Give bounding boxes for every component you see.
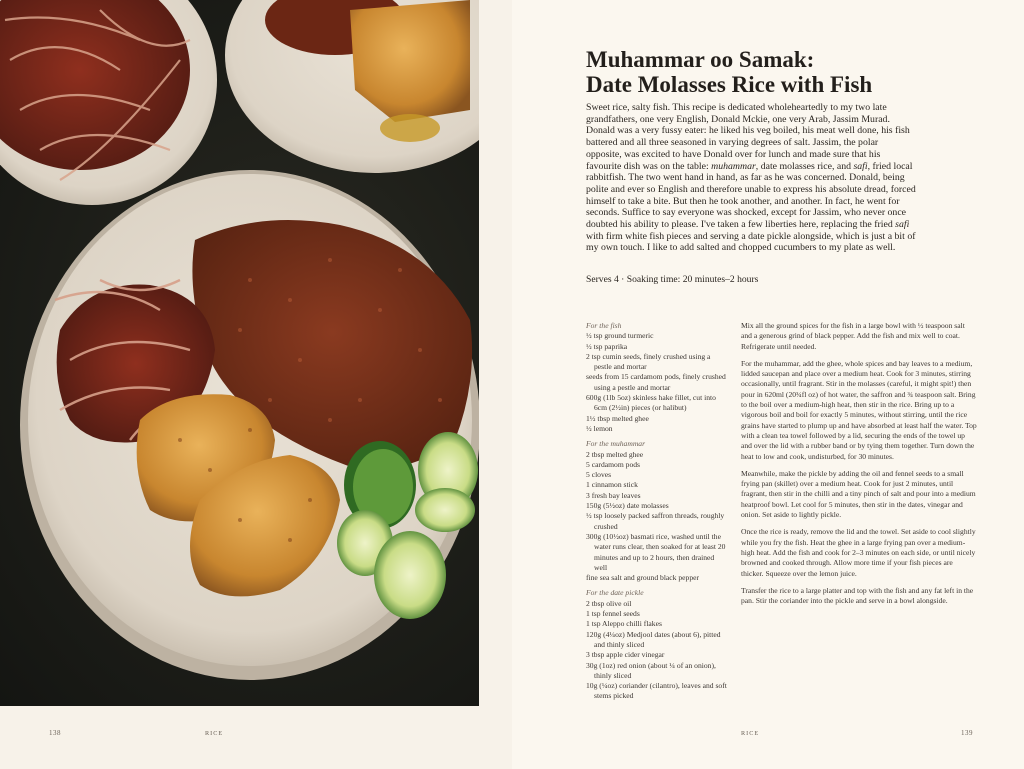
ingredients-heading-muhammar: For the muhammar <box>586 439 646 449</box>
method-step: Mix all the ground spices for the fish in a large bowl with ½ teaspoon salt and a generous grind of black pepper. Add the fish and mix well to coat. Refrigerate until needed. <box>741 321 965 351</box>
intro-italic-muhammar: muhammar <box>711 160 756 172</box>
intro-text-4: with firm white fish pieces and serving a date pickle alongside, which is just a bit of my own touch. I like to add salted and chopped cucumbers to my plate as well. <box>586 230 916 254</box>
ingredients-column <box>586 321 728 702</box>
ingredient-line: ½ tsp paprika <box>586 341 628 351</box>
ingredient-line: 1½ tbsp melted ghee <box>586 413 649 423</box>
ingredients-heading-pickle: For the date pickle <box>586 588 644 598</box>
serves-info: Serves 4 · Soaking time: 20 minutes–2 hours <box>586 274 759 285</box>
ingredient-line: 3 tbsp apple cider vinegar <box>586 650 665 660</box>
method-step: Meanwhile, make the pickle by adding the oil and fennel seeds to a small frying pan (skillet) over a medium heat. Cook for just 2 minutes, until fragrant, then stir in the chilli and a tiny pinch of salt and pour into a medium heatproof bowl. Let cool for 5 minutes, then stir in the dates, vinegar and onion. Set aside to lightly pickle. <box>741 468 976 520</box>
method-step: Once the rice is ready, remove the lid and the towel. Set aside to cool slightly while you fry the fish. Heat the ghee in a large frying pan over a medium-high heat. Add the fish and cook for 2–3 minutes on each side, or until nicely browned and cooked through. Allow more time if your fish pieces are thicker. Squeeze over the lemon juice. <box>741 527 976 578</box>
left-page-footer-area <box>0 706 512 769</box>
ingredient-line: 1 tsp Aleppo chilli flakes <box>586 619 662 629</box>
side-plate-top-right <box>225 0 479 173</box>
ingredient-line: 300g (10½oz) basmati rice, washed until the water runs clear, then soaked for at least 20 minutes and up to 2 hours, then drained well <box>586 531 726 572</box>
ingredient-line: 2 tsp cumin seeds, finely crushed using a pestle and mortar <box>586 351 711 372</box>
dish-photo <box>0 0 479 706</box>
ingredient-line: ½ tsp loosely packed saffron threads, roughly crushed <box>586 511 725 531</box>
method-step: Transfer the rice to a large platter and top with the fish and any fat left in the pan. Stir the coriander into the pickle and serve in a bowl alongside. <box>741 585 974 606</box>
ingredient-line: 2 tbsp melted ghee <box>586 449 644 459</box>
running-head-right: RICE <box>741 730 760 737</box>
main-plate <box>20 170 479 680</box>
recipe-intro <box>586 102 916 254</box>
ingredient-line: 30g (1oz) red onion (about ¼ of an onion), thinly sliced <box>586 660 716 680</box>
intro-italic-safi-2: safi <box>895 219 910 231</box>
intro-text-3: , fried local rabbitfish. The two went hand in hand, as far as he was concerned. Donald, being polite and ever so English and therefore unable to express his absolute dread, forced himself to take a bite. But then he took another, and another. In fact, he went for seconds. Suffice to say everyone was shocked, except for Jassim, who never once doubted his ability to please. I've taken a few liberties here, replacing the fried <box>586 160 916 231</box>
recipe-title-line-1: Muhammar oo Samak: <box>586 47 815 72</box>
ingredient-line: 3 fresh bay leaves <box>586 490 641 500</box>
ingredient-line: ½ lemon <box>586 423 613 433</box>
ingredients-heading-fish: For the fish <box>586 321 622 330</box>
ingredient-line: 600g (1lb 5oz) skinless hake fillet, cut into 6cm (2½in) pieces (or halibut) <box>586 393 716 413</box>
intro-italic-safi: safi <box>853 160 868 172</box>
ingredient-line: 2 tbsp olive oil <box>586 598 632 608</box>
ingredient-line: fine sea salt and ground black pepper <box>586 573 700 583</box>
ingredient-line: 10g (¼oz) coriander (cilantro), leaves and soft stems picked <box>586 681 727 701</box>
intro-text-2: , date molasses rice, and <box>755 160 854 172</box>
ingredient-line: 5 cloves <box>586 470 612 480</box>
running-head-left: RICE <box>205 730 224 737</box>
recipe-title <box>586 47 986 97</box>
method-step: For the muhammar, add the ghee, whole spices and bay leaves to a medium, lidded saucepan and place over a medium heat. Cook for 3 minutes, stirring occasionally, until fragrant. Stir in the molasses (careful, it might spit!) then pour in 620ml (20¾fl oz) of hot water, the saffron and ¾ teaspoon salt. Bring to the boil over a medium-high heat, then stir in the rice. Bring up to a vigorous boil and boil for exactly 5 minutes, without stirring, until the rice grains have started to plump up and have absorbed at least half the water. Top with a clean tea towel followed by a lid, securing the ends of the towel up and over the lid with a rubber band or by tying them together. Turn down the heat to low and cook, undisturbed, for 30 minutes. <box>741 358 977 461</box>
method-column <box>741 321 977 613</box>
side-plate-top-left <box>0 0 217 205</box>
page-number-left: 138 <box>49 729 61 737</box>
ingredient-line: seeds from 15 cardamom pods, finely crushed using a pestle and mortar <box>586 372 726 392</box>
ingredient-line: ½ tsp ground turmeric <box>586 331 654 341</box>
page-number-right: 139 <box>961 729 973 737</box>
ingredient-line: 150g (5½oz) date molasses <box>586 501 669 511</box>
recipe-title-line-2: Date Molasses Rice with Fish <box>586 72 873 97</box>
ingredient-line: 1 tsp fennel seeds <box>586 609 640 619</box>
intro-text-1: Sweet rice, salty fish. This recipe is dedicated wholeheartedly to my two late grandfathers, one very English, Donald Mckie, one very Arab, Jassim Murad. Donald was a very fussy eater: he liked his veg boiled, his meat well done, his fish battered and all three seasoned in varying degrees of salt. Jassim, the polar opposite, was excited to have Donald over for lunch and made sure that his favourite dish was on the table: <box>586 102 910 172</box>
ingredient-line: 5 cardamom pods <box>586 459 640 469</box>
ingredient-line: 120g (4¼oz) Medjool dates (about 6), pitted and thinly sliced <box>586 629 721 649</box>
ingredient-line: 1 cinnamon stick <box>586 480 638 490</box>
